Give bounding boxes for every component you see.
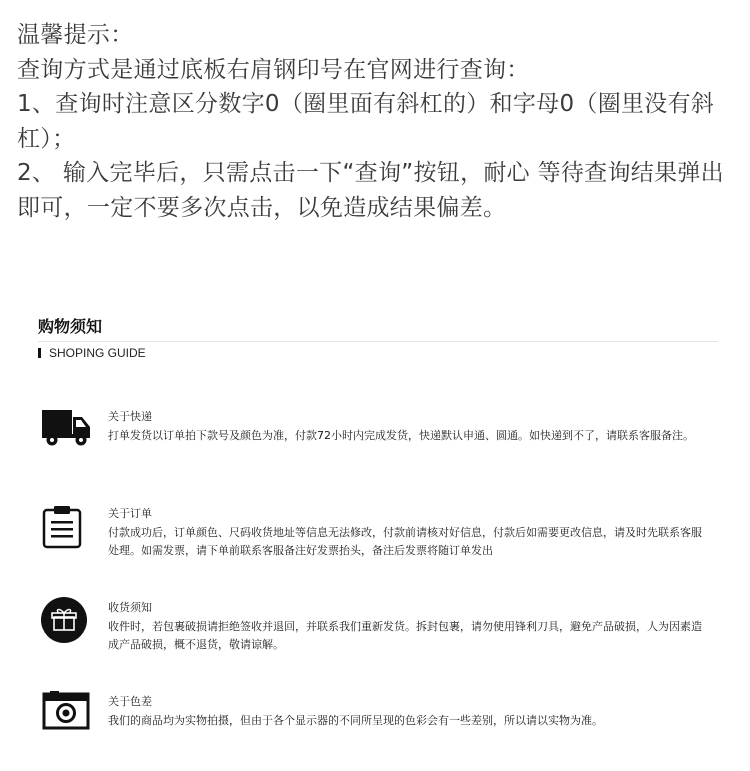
clipboard-icon (40, 505, 92, 551)
notice-shipping-title: 关于快递 (108, 410, 152, 423)
guide-title: 购物须知 (38, 317, 103, 336)
notice-order-title: 关于订单 (108, 507, 152, 520)
notice-color-text (108, 693, 708, 730)
guide-subtitle (38, 346, 146, 360)
guide-subtitle-text: SHOPING GUIDE (49, 346, 146, 360)
notice-receive-title: 收货须知 (108, 601, 152, 614)
notice-receive-body: 收件时，若包裹破损请拒绝签收并退回，并联系我们重新发货。拆封包裹，请勿使用锋利刀具，避免产品破损，人为因素造成产品破损，概不退货，敬请谅解。 (108, 619, 702, 651)
query-tips (17, 18, 745, 225)
notice-shipping-text (108, 408, 708, 445)
tips-method: 查询方式是通过底板右肩钢印号在官网进行查询： (17, 56, 530, 83)
camera-icon (40, 689, 92, 735)
notice-color-body: 我们的商品均为实物拍摄，但由于各个显示器的不同所呈现的色彩会有一些差别，所以请以实物为准。 (108, 713, 603, 727)
notice-order-body: 付款成功后，订单颜色、尺码收货地址等信息无法修改，付款前请核对好信息，付款后如需要更改信息，请及时先联系客服处理。如需发票，请下单前联系客服备注好发票抬头，备注后发票将随订单发出 (108, 525, 702, 557)
tips-item-1: 1、查询时注意区分数字0（圈里面有斜杠的）和字母0（圈里没有斜杠）； (17, 91, 715, 152)
notice-order-text (108, 505, 708, 561)
tips-heading: 温馨提示： (17, 22, 134, 48)
gift-icon (40, 597, 92, 643)
guide-divider (38, 341, 718, 342)
notice-shipping-body: 打单发货以订单拍下款号及颜色为准，付款72小时内完成发货，快递默认申通、圆通。如快递到不了，请联系客服备注。 (108, 428, 694, 442)
tips-item-2: 2、 输入完毕后，只需点击一下“查询”按钮，耐心 等待查询结果弹出即可，一定不要多次点击，以免造成结果偏差。 (17, 160, 724, 221)
notice-receive-text (108, 599, 708, 655)
truck-icon (40, 408, 92, 454)
subtitle-bar-marker (38, 348, 41, 358)
shopping-guide-header (38, 316, 718, 360)
notice-color-title: 关于色差 (108, 695, 152, 708)
